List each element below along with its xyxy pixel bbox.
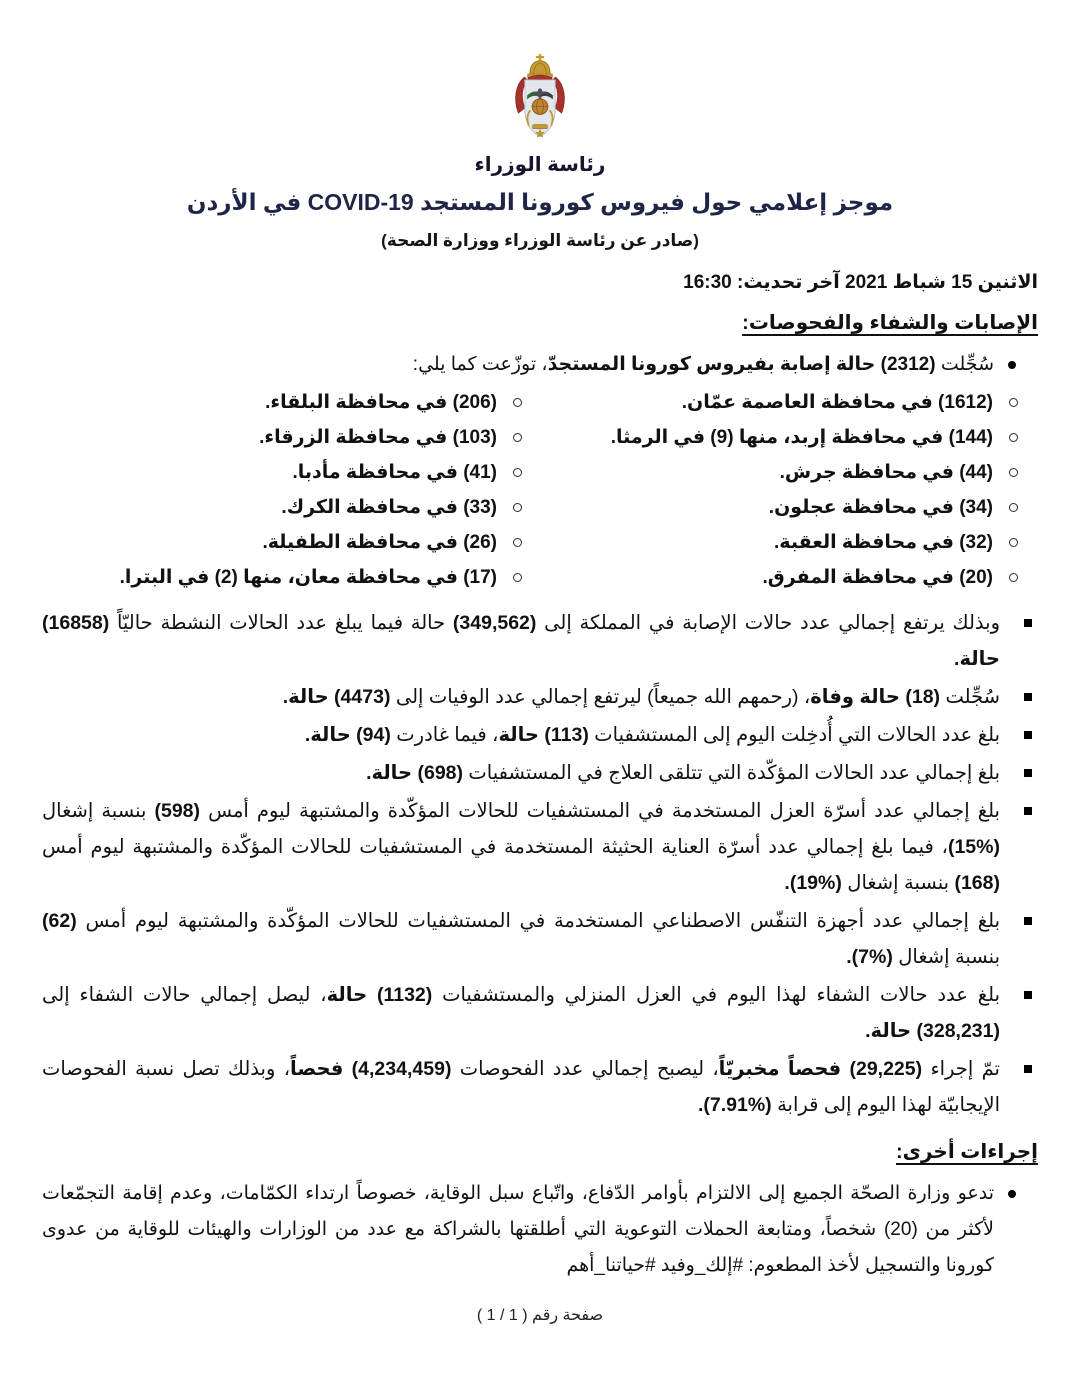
circle-bullet-icon bbox=[513, 433, 522, 442]
governorate-item bbox=[46, 385, 542, 420]
date-line: الاثنين 15 شباط 2021 آخر تحديث: 16:30 bbox=[683, 272, 1038, 293]
document-title: موجز إعلامي حول فيروس كورونا المستجد COVID-19 في الأردن bbox=[186, 189, 894, 215]
governorate-item bbox=[542, 525, 1038, 560]
stat-text bbox=[42, 679, 1000, 715]
intro-text bbox=[42, 347, 994, 383]
document-subtitle: (صادر عن رئاسة الوزراء ووزارة الصحة) bbox=[381, 231, 699, 250]
text-segment: (598) bbox=[154, 800, 201, 822]
stat-bullet-item bbox=[42, 755, 1038, 791]
circle-bullet-icon bbox=[513, 398, 522, 407]
governorates-right-column bbox=[542, 385, 1038, 595]
circle-bullet-icon bbox=[1009, 503, 1018, 512]
logo-caption: رئاسة الوزراء bbox=[474, 154, 606, 176]
text-segment: (29,225) فحصاً مخبريّاً bbox=[718, 1058, 923, 1080]
other-measures-text bbox=[42, 1176, 994, 1284]
governorate-text: (33) في محافظة الكرك. bbox=[281, 497, 497, 518]
text-segment: (16858) حالة. bbox=[42, 612, 1000, 670]
text-segment: (328,231) حالة. bbox=[865, 1020, 1000, 1042]
stat-bullet-item bbox=[42, 1051, 1038, 1123]
text-segment: بلغ عدد حالات الشفاء لهذا اليوم في العزل المنزلي والمستشفيات bbox=[432, 984, 1000, 1006]
governorate-item bbox=[46, 420, 542, 455]
text-segment: بلغ عدد الحالات التي أُدخِلت اليوم إلى المستشفيات bbox=[588, 724, 1000, 746]
stat-bullet-item bbox=[42, 903, 1038, 975]
text-segment: ، (رحمهم الله جميعاً) ليرتفع إجمالي عدد الوفيات إلى bbox=[390, 686, 811, 708]
text-segment: ، فيما بلغ إجمالي عدد أسرّة العناية الحثيثة المستخدمة في المستشفيات للحالات المؤكّدة والمشتبهة ليوم أمس bbox=[42, 836, 948, 858]
stat-text bbox=[42, 1051, 1000, 1123]
section-heading-other-measures: إجراءات أخرى: bbox=[895, 1141, 1038, 1163]
text-segment: (18) حالة وفاة bbox=[810, 686, 941, 708]
statistics-list bbox=[42, 605, 1038, 1123]
text-segment: (%7.91). bbox=[697, 1094, 772, 1116]
governorate-text: (44) في محافظة جرش. bbox=[779, 462, 993, 483]
governorate-item bbox=[46, 525, 542, 560]
text-segment: سُجِّلت bbox=[935, 354, 994, 375]
governorate-item bbox=[46, 490, 542, 525]
governorate-text: (144) في محافظة إربد، منها (9) في الرمثا. bbox=[610, 427, 993, 448]
governorates-left-column bbox=[46, 385, 542, 595]
governorate-item bbox=[542, 490, 1038, 525]
stat-bullet-item bbox=[42, 793, 1038, 901]
governorate-text: (17) في محافظة معان، منها (2) في البترا. bbox=[119, 567, 497, 588]
stat-bullet-item bbox=[42, 679, 1038, 715]
text-segment: سُجِّلت bbox=[940, 686, 1000, 708]
circle-bullet-icon bbox=[513, 538, 522, 547]
text-segment: بنسبة إشغال bbox=[841, 872, 955, 894]
governorate-text: (20) في محافظة المفرق. bbox=[762, 567, 993, 588]
disc-bullet-icon bbox=[1008, 1190, 1016, 1198]
square-bullet-icon bbox=[1024, 769, 1032, 777]
circle-bullet-icon bbox=[1009, 398, 1018, 407]
text-segment: (4473) حالة. bbox=[282, 686, 391, 708]
square-bullet-icon bbox=[1024, 731, 1032, 739]
stat-text bbox=[42, 755, 1000, 791]
text-segment: (%7). bbox=[846, 946, 893, 968]
text-segment: وبذلك يرتفع إجمالي عدد حالات الإصابة في المملكة إلى bbox=[536, 612, 1000, 634]
section-heading-infections: الإصابات والشفاء والفحوصات: bbox=[742, 312, 1038, 334]
text-segment: تمّ إجراء bbox=[922, 1058, 1000, 1080]
governorate-text: (26) في محافظة الطفيلة. bbox=[262, 532, 497, 553]
governorates-list bbox=[42, 385, 1038, 595]
text-segment: (113) حالة bbox=[498, 724, 589, 746]
square-bullet-icon bbox=[1024, 917, 1032, 925]
text-segment: ، وبذلك تصل نسبة الفحوصات الإيجابيّة لهذا اليوم إلى قرابة bbox=[42, 1058, 1000, 1116]
text-segment: (168) bbox=[954, 872, 1000, 894]
stat-text bbox=[42, 903, 1000, 975]
governorate-item bbox=[542, 385, 1038, 420]
text-segment: ، ليصبح إجمالي عدد الفحوصات bbox=[451, 1058, 719, 1080]
circle-bullet-icon bbox=[1009, 538, 1018, 547]
circle-bullet-icon bbox=[1009, 468, 1018, 477]
circle-bullet-icon bbox=[513, 503, 522, 512]
governorate-item bbox=[542, 560, 1038, 595]
governorate-item bbox=[46, 560, 542, 595]
stat-text bbox=[42, 977, 1000, 1049]
text-segment: (94) حالة. bbox=[304, 724, 391, 746]
governorate-text: (206) في محافظة البلقاء. bbox=[265, 392, 497, 413]
stat-bullet-item bbox=[42, 605, 1038, 677]
governorate-text: (103) في محافظة الزرقاء. bbox=[259, 427, 497, 448]
text-segment: (4,234,459) فحصاً bbox=[290, 1058, 452, 1080]
circle-bullet-icon bbox=[513, 468, 522, 477]
square-bullet-icon bbox=[1024, 619, 1032, 627]
text-segment: تدعو وزارة الصحّة الجميع إلى الالتزام بأوامر الدّفاع، واتّباع سبل الوقاية، خصوصاً ارتداء الكمّامات، وعدم إقامة التجمّعات لأكثر من (20) شخصاً، ومتابعة الحملات التوعوية التي أطلقتها بالشراكة مع عدد من الوزارات والهيئات للوقاية من عدوى كورونا والتسجيل لأخذ المطعوم: #إلك_وفيد #حياتنا_أهم bbox=[42, 1183, 995, 1276]
text-segment: (349,562) bbox=[452, 612, 537, 634]
governorate-text: (1612) في محافظة العاصمة عمّان. bbox=[681, 392, 993, 413]
stat-text bbox=[42, 717, 1000, 753]
square-bullet-icon bbox=[1024, 693, 1032, 701]
intro-bullet-item bbox=[42, 347, 1038, 383]
governorate-item bbox=[46, 455, 542, 490]
square-bullet-icon bbox=[1024, 991, 1032, 999]
square-bullet-icon bbox=[1024, 1065, 1032, 1073]
text-segment: بنسبة إشغال bbox=[892, 946, 1000, 968]
jordan-coat-of-arms-icon bbox=[494, 54, 586, 150]
other-measures-bullet-item bbox=[42, 1176, 1038, 1284]
text-segment: (698) حالة. bbox=[366, 762, 464, 784]
text-segment: بلغ إجمالي عدد أجهزة التنفّس الاصطناعي المستخدمة في المستشفيات للحالات المؤكّدة والمشتبهة ليوم أمس bbox=[76, 910, 1000, 932]
governorate-item bbox=[542, 420, 1038, 455]
circle-bullet-icon bbox=[513, 573, 522, 582]
stat-text bbox=[42, 605, 1000, 677]
jordan-coat-of-arms bbox=[494, 54, 586, 150]
text-segment: ، توزّعت كما يلي: bbox=[412, 354, 548, 375]
governorate-text: (34) في محافظة عجلون. bbox=[768, 497, 993, 518]
text-segment: (%19). bbox=[784, 872, 842, 894]
text-segment: بلغ إجمالي عدد أسرّة العزل المستخدمة في المستشفيات للحالات المؤكّدة والمشتبهة ليوم أمس bbox=[200, 800, 1000, 822]
stat-bullet-item bbox=[42, 717, 1038, 753]
governorate-text: (41) في محافظة مأدبا. bbox=[292, 462, 497, 483]
disc-bullet-icon bbox=[1008, 361, 1016, 369]
page-number: صفحة رقم ( 1 / 1 ) bbox=[476, 1307, 604, 1324]
square-bullet-icon bbox=[1024, 807, 1032, 815]
text-segment: بلغ إجمالي عدد الحالات المؤكّدة التي تتلقى العلاج في المستشفيات bbox=[463, 762, 1000, 784]
text-segment: (1132) حالة bbox=[326, 984, 433, 1006]
stat-text bbox=[42, 793, 1000, 901]
text-segment: (62) bbox=[42, 910, 77, 932]
text-segment: (%15) bbox=[947, 836, 1000, 858]
circle-bullet-icon bbox=[1009, 433, 1018, 442]
governorate-item bbox=[542, 455, 1038, 490]
circle-bullet-icon bbox=[1009, 573, 1018, 582]
text-segment: بنسبة إشغال bbox=[42, 800, 155, 822]
governorate-text: (32) في محافظة العقبة. bbox=[774, 532, 993, 553]
text-segment: ، فيما غادرت bbox=[390, 724, 499, 746]
text-segment: حالة فيما يبلغ عدد الحالات النشطة حاليّاً bbox=[109, 612, 453, 634]
text-segment: ، ليصل إجمالي حالات الشفاء إلى bbox=[42, 984, 327, 1006]
text-segment: (2312) حالة إصابة بفيروس كورونا المستجدّ bbox=[547, 354, 936, 375]
stat-bullet-item bbox=[42, 977, 1038, 1049]
